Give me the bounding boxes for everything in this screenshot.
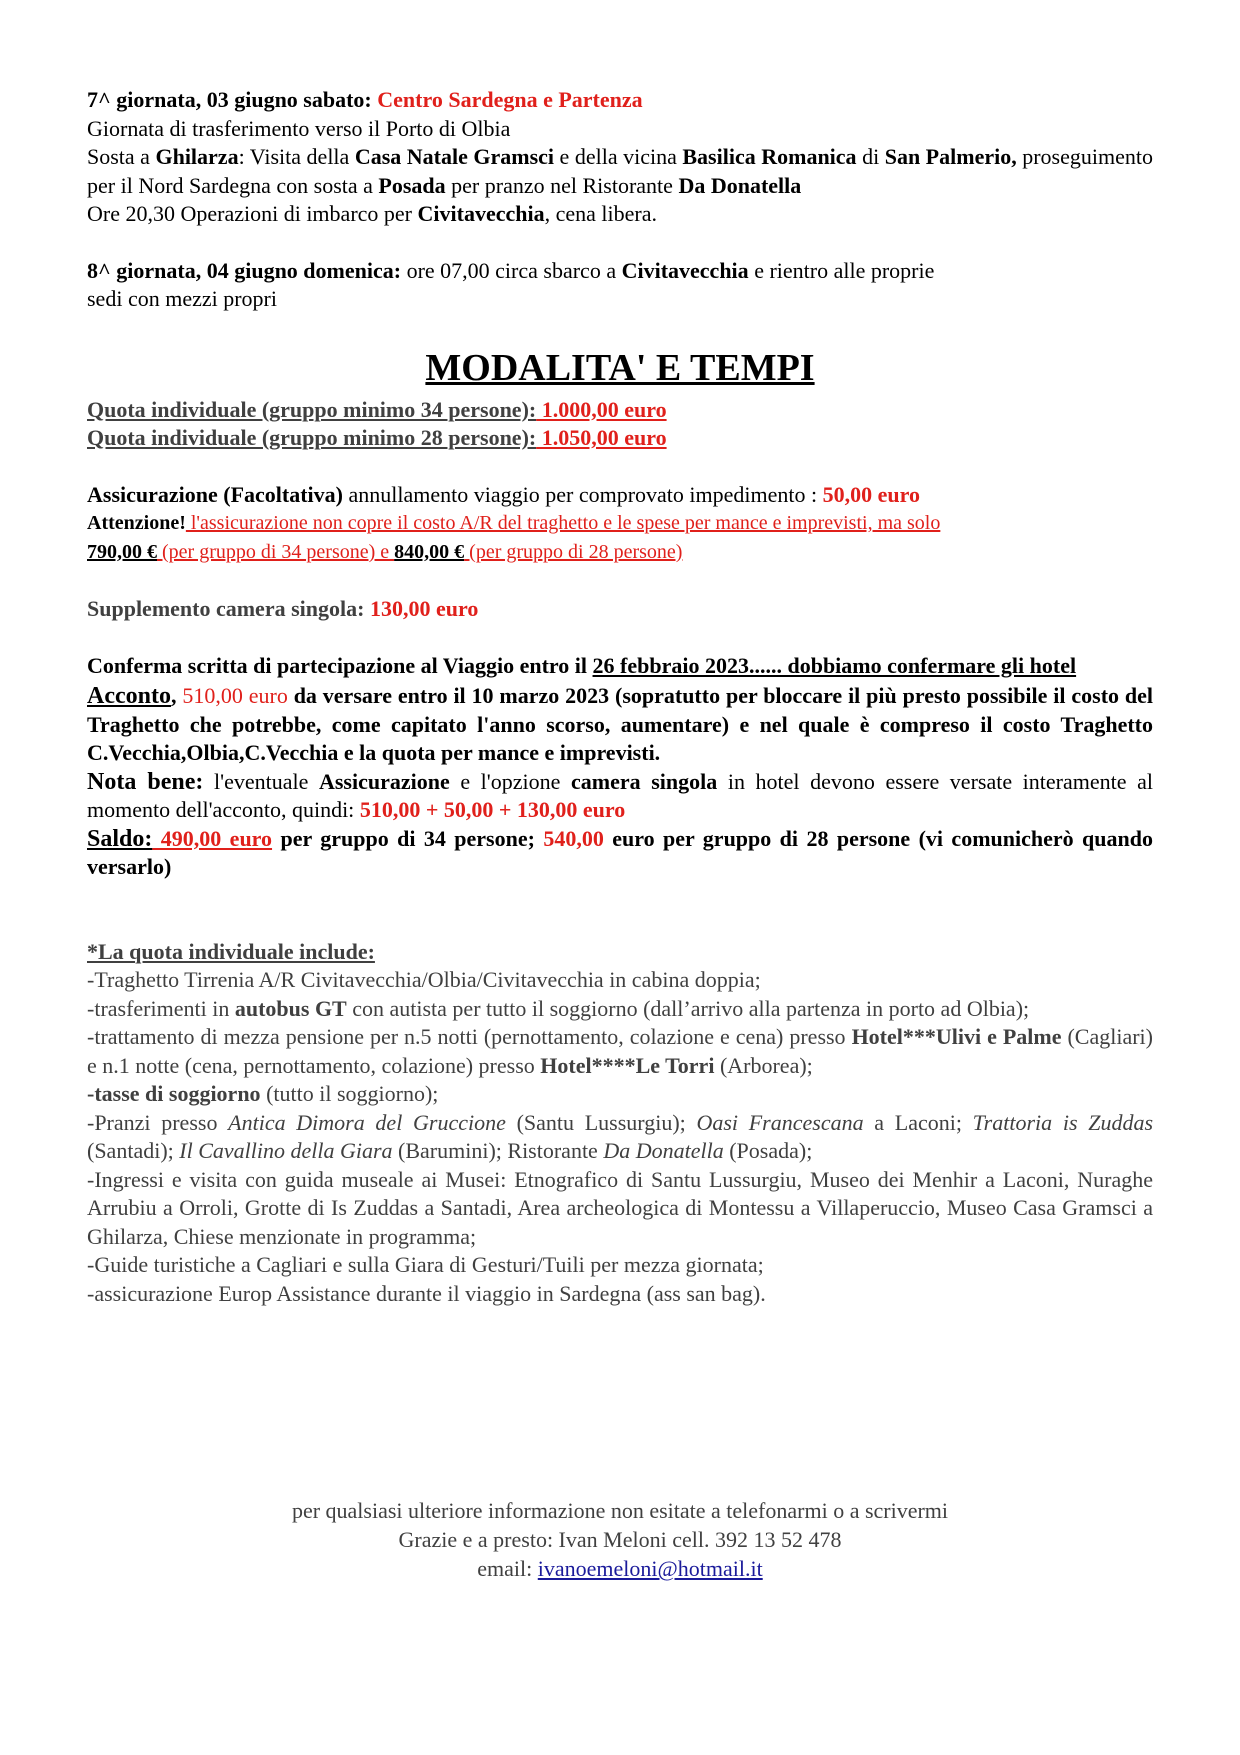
saldo-paragraph: Saldo: 490,00 euro per gruppo di 34 persone; 540,00 euro per gruppo di 28 persone (vi comunicherò quando versarlo) bbox=[87, 825, 1153, 879]
include-item: -trattamento di mezza pensione per n.5 notti (pernottamento, colazione e cena) presso Hotel***Ulivi e Palme (Cagliari) e n.1 notte (cena, pernottamento, colazione) presso Hotel****Le Torri (Arborea); bbox=[87, 1024, 1153, 1078]
day8-paragraph: 8^ giornata, 04 giugno domenica: ore 07,00 circa sbarco a Civitavecchia e rientro alle proprie bbox=[87, 257, 935, 283]
attenzione-line: Attenzione! l'assicurazione non copre il costo A/R del traghetto e le spese per mance e imprevisti, ma solo bbox=[87, 512, 941, 534]
day7-boarding: Ore 20,30 Operazioni di imbarco per Civitavecchia, cena libera. bbox=[87, 201, 657, 226]
include-item: -Ingressi e visita con guida museale ai Musei: Etnografico di Santu Lussurgiu, Museo dei Menhir a Laconi, Nuraghe Arrubiu a Orroli, Grotte di Is Zuddas a Santadi, Area archeologica di Montessu a Villaperuccio, Museo Casa Gramsci a Ghilarza, Chiese menzionate in programma; bbox=[87, 1166, 1153, 1249]
document-page bbox=[87, 86, 1153, 1308]
assicurazione-line: Assicurazione (Facoltativa) annullamento viaggio per comprovato impedimento : 50,00 euro bbox=[87, 481, 920, 507]
supplemento-line: Supplemento camera singola: 130,00 euro bbox=[87, 596, 479, 621]
conferma-line: Conferma scritta di partecipazione al Viaggio entro il 26 febbraio 2023...... dobbiamo confermare gli hotel bbox=[87, 652, 1077, 678]
include-title: *La quota individuale include: bbox=[87, 938, 375, 964]
nota-paragraph: Nota bene: l'eventuale Assicurazione e l'opzione camera singola in hotel devono essere versate interamente al momento dell'acconto, quindi: 510,00 + 50,00 + 130,00 euro bbox=[87, 768, 1153, 822]
day7-line1: Giornata di trasferimento verso il Porto di Olbia bbox=[87, 115, 511, 141]
day7-paragraph: Sosta a Ghilarza: Visita della Casa Natale Gramsci e della vicina Basilica Romanica di San Palmerio, proseguimento per il Nord Sardegna con sosta a Posada per pranzo nel Ristorante Da Donatella bbox=[87, 144, 1153, 198]
footer-line3: email: ivanoemeloni@hotmail.it bbox=[477, 1556, 763, 1581]
email-link[interactable]: ivanoemeloni@hotmail.it bbox=[537, 1556, 763, 1581]
footer-line1: per qualsiasi ulteriore informazione non esitate a telefonarmi o a scrivermi bbox=[291, 1498, 949, 1523]
footer-line2: Grazie e a presto: Ivan Meloni cell. 392 13 52 478 bbox=[398, 1527, 842, 1552]
quota-28: Quota individuale (gruppo minimo 28 persone): 1.050,00 euro bbox=[87, 425, 667, 450]
include-item: -Traghetto Tirrenia A/R Civitavecchia/Olbia/Civitavecchia in cabina doppia; bbox=[87, 967, 761, 992]
quota-34: Quota individuale (gruppo minimo 34 persone): 1.000,00 euro bbox=[87, 396, 667, 422]
include-item: -tasse di soggiorno (tutto il soggiorno); bbox=[87, 1081, 439, 1106]
section-title: MODALITA' E TEMPI bbox=[425, 346, 815, 389]
day8-line2: sedi con mezzi propri bbox=[87, 286, 277, 311]
include-item: -trasferimenti in autobus GT con autista per tutto il soggiorno (dall’arrivo alla partenza in porto ad Olbia); bbox=[87, 995, 1030, 1021]
include-list bbox=[87, 938, 1153, 1309]
acconto-paragraph: Acconto, 510,00 euro da versare entro il 10 marzo 2023 (sopratutto per bloccare il più presto possibile il costo del Traghetto che potrebbe, come capitato l'anno scorso, aumentare) e nel quale è compreso il costo Traghetto C.Vecchia,Olbia,C.Vecchia e la quota per mance e imprevisti. bbox=[87, 683, 1154, 765]
include-item: -Guide turistiche a Cagliari e sulla Giara di Gesturi/Tuili per mezza giornata; bbox=[87, 1252, 764, 1277]
include-item: -Pranzi presso Antica Dimora del Gruccione (Santu Lussurgiu); Oasi Francescana a Laconi; Trattoria is Zuddas (Santadi); Il Cavallino della Giara (Barumini); Ristorante Da Donatella (Posada); bbox=[87, 1109, 1154, 1163]
attenzione-values: 790,00 € (per gruppo di 34 persone) e 840,00 € (per gruppo di 28 persone) bbox=[87, 541, 683, 563]
footer bbox=[87, 1496, 1153, 1583]
day7-heading: 7^ giornata, 03 giugno sabato: Centro Sardegna e Partenza bbox=[87, 87, 643, 112]
include-item: -assicurazione Europ Assistance durante il viaggio in Sardegna (ass san bag). bbox=[87, 1280, 766, 1306]
